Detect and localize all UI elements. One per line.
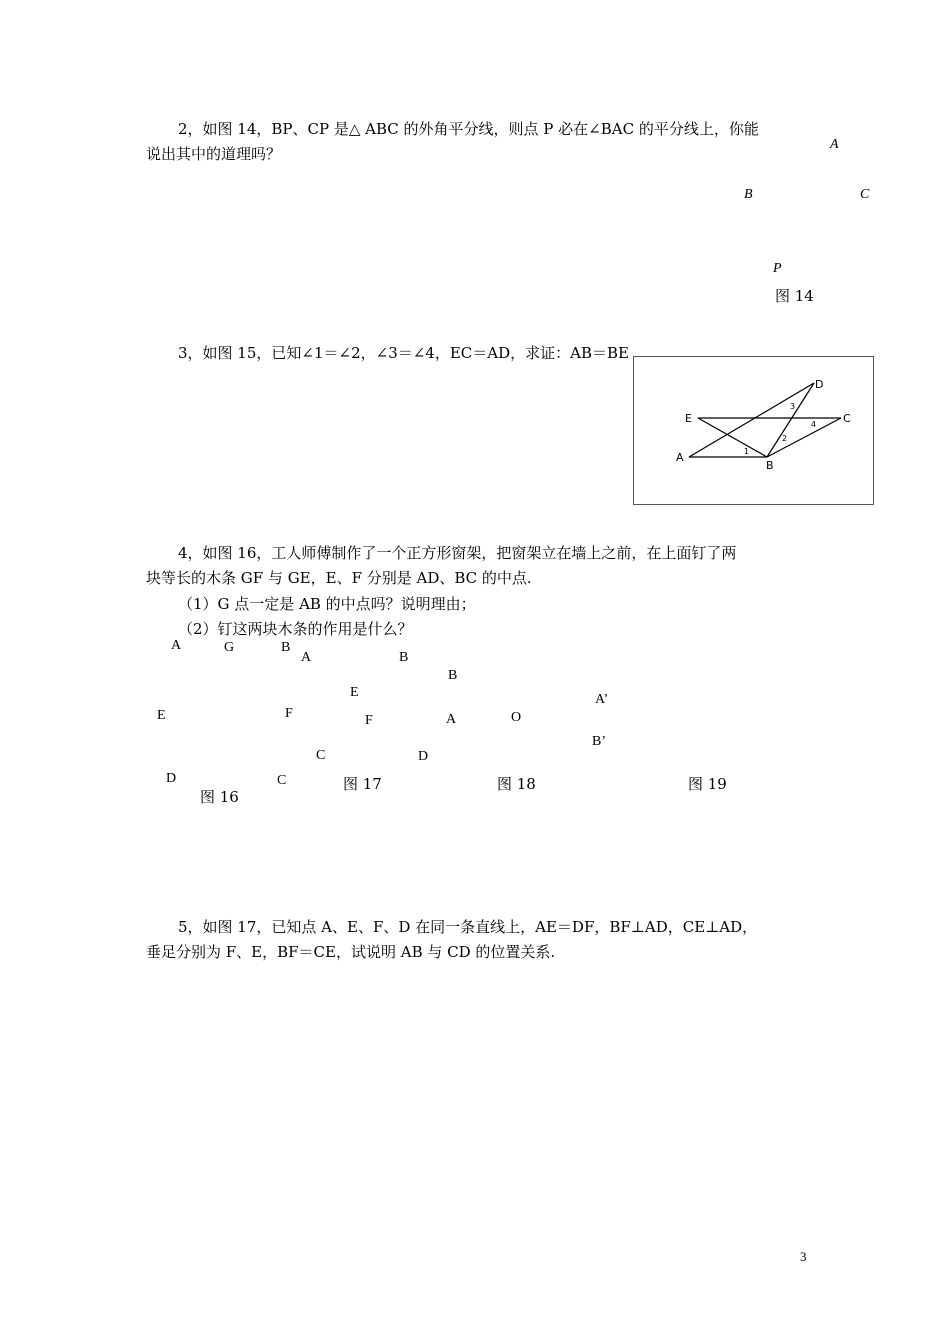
fig16-label-d: D [166, 771, 177, 786]
fig18-label-o: O [511, 710, 522, 725]
fig15-angle-2: 2 [782, 434, 788, 443]
fig14-label-a: A [830, 137, 839, 152]
fig14-label-p: P [773, 261, 782, 276]
fig14-label-c: C [860, 187, 870, 202]
q5-line1: 5，如图 17，已知点 A、E、F、D 在同一条直线上，AE＝DF，BF⊥AD，CE⊥AD， [178, 918, 758, 936]
fig16-label-b: B [281, 640, 291, 655]
fig16-label-e: E [157, 708, 166, 723]
fig15-angle-3: 3 [790, 402, 796, 411]
fig17-caption: 图 17 [343, 775, 382, 793]
fig15-label-c: C [843, 412, 851, 425]
fig18-label-a: A [446, 712, 457, 727]
fig17-label-e: E [350, 685, 359, 700]
fig19-label-b-prime: B’ [592, 734, 606, 749]
fig15-label-b: B [766, 459, 774, 472]
fig15-label-e: E [685, 412, 692, 425]
q3-line1: 3，如图 15，已知∠1＝∠2，∠3＝∠4，EC＝AD，求证：AB＝BE [178, 344, 629, 362]
q2-line2: 说出其中的道理吗？ [146, 145, 282, 163]
figure-15-diagram [634, 357, 873, 504]
fig15-angle-1: 1 [744, 447, 750, 456]
q4-sub1: （1）G 点一定是 AB 的中点吗？说明理由； [178, 595, 476, 613]
fig15-segment-ad [689, 383, 817, 457]
fig15-label-d: D [815, 378, 824, 391]
q4-line1: 4，如图 16，工人师傅制作了一个正方形窗架，把窗架立在墙上之前，在上面钉了两 [178, 544, 737, 562]
fig14-caption: 图 14 [775, 287, 814, 305]
fig17-label-d: D [418, 749, 429, 764]
fig15-segment-eb [698, 418, 767, 457]
fig18-label-b: B [448, 668, 458, 683]
fig15-label-a: A [676, 451, 684, 464]
page-number: 3 [800, 1249, 807, 1264]
fig16-label-c: C [277, 773, 287, 788]
fig17-label-c: C [316, 748, 326, 763]
fig16-caption: 图 16 [200, 788, 239, 806]
fig14-label-b: B [744, 187, 753, 202]
fig17-label-f: F [365, 713, 373, 728]
fig19-caption: 图 19 [688, 775, 727, 793]
fig19-label-a-prime: A’ [595, 692, 609, 707]
fig17-label-b: B [399, 650, 409, 665]
fig15-angle-4: 4 [811, 420, 817, 429]
figure-15 [633, 356, 874, 505]
fig16-label-g: G [224, 640, 235, 655]
fig18-caption: 图 18 [497, 775, 536, 793]
fig15-segment-bd [767, 383, 817, 457]
q4-line2: 块等长的木条 GF 与 GE，E、F 分别是 AD、BC 的中点. [146, 569, 532, 587]
fig16-label-a: A [171, 638, 182, 653]
q4-sub2: （2）钉这两块木条的作用是什么？ [178, 620, 413, 638]
q5-line2: 垂足分别为 F、E，BF＝CE，试说明 AB 与 CD 的位置关系. [146, 943, 556, 961]
fig15-segment-bc [767, 418, 841, 457]
q2-line1: 2，如图 14，BP、CP 是△ ABC 的外角平分线，则点 P 必在∠BAC 的平分线上，你能 [178, 120, 759, 138]
fig16-label-f: F [285, 706, 293, 721]
fig17-label-a: A [301, 650, 312, 665]
